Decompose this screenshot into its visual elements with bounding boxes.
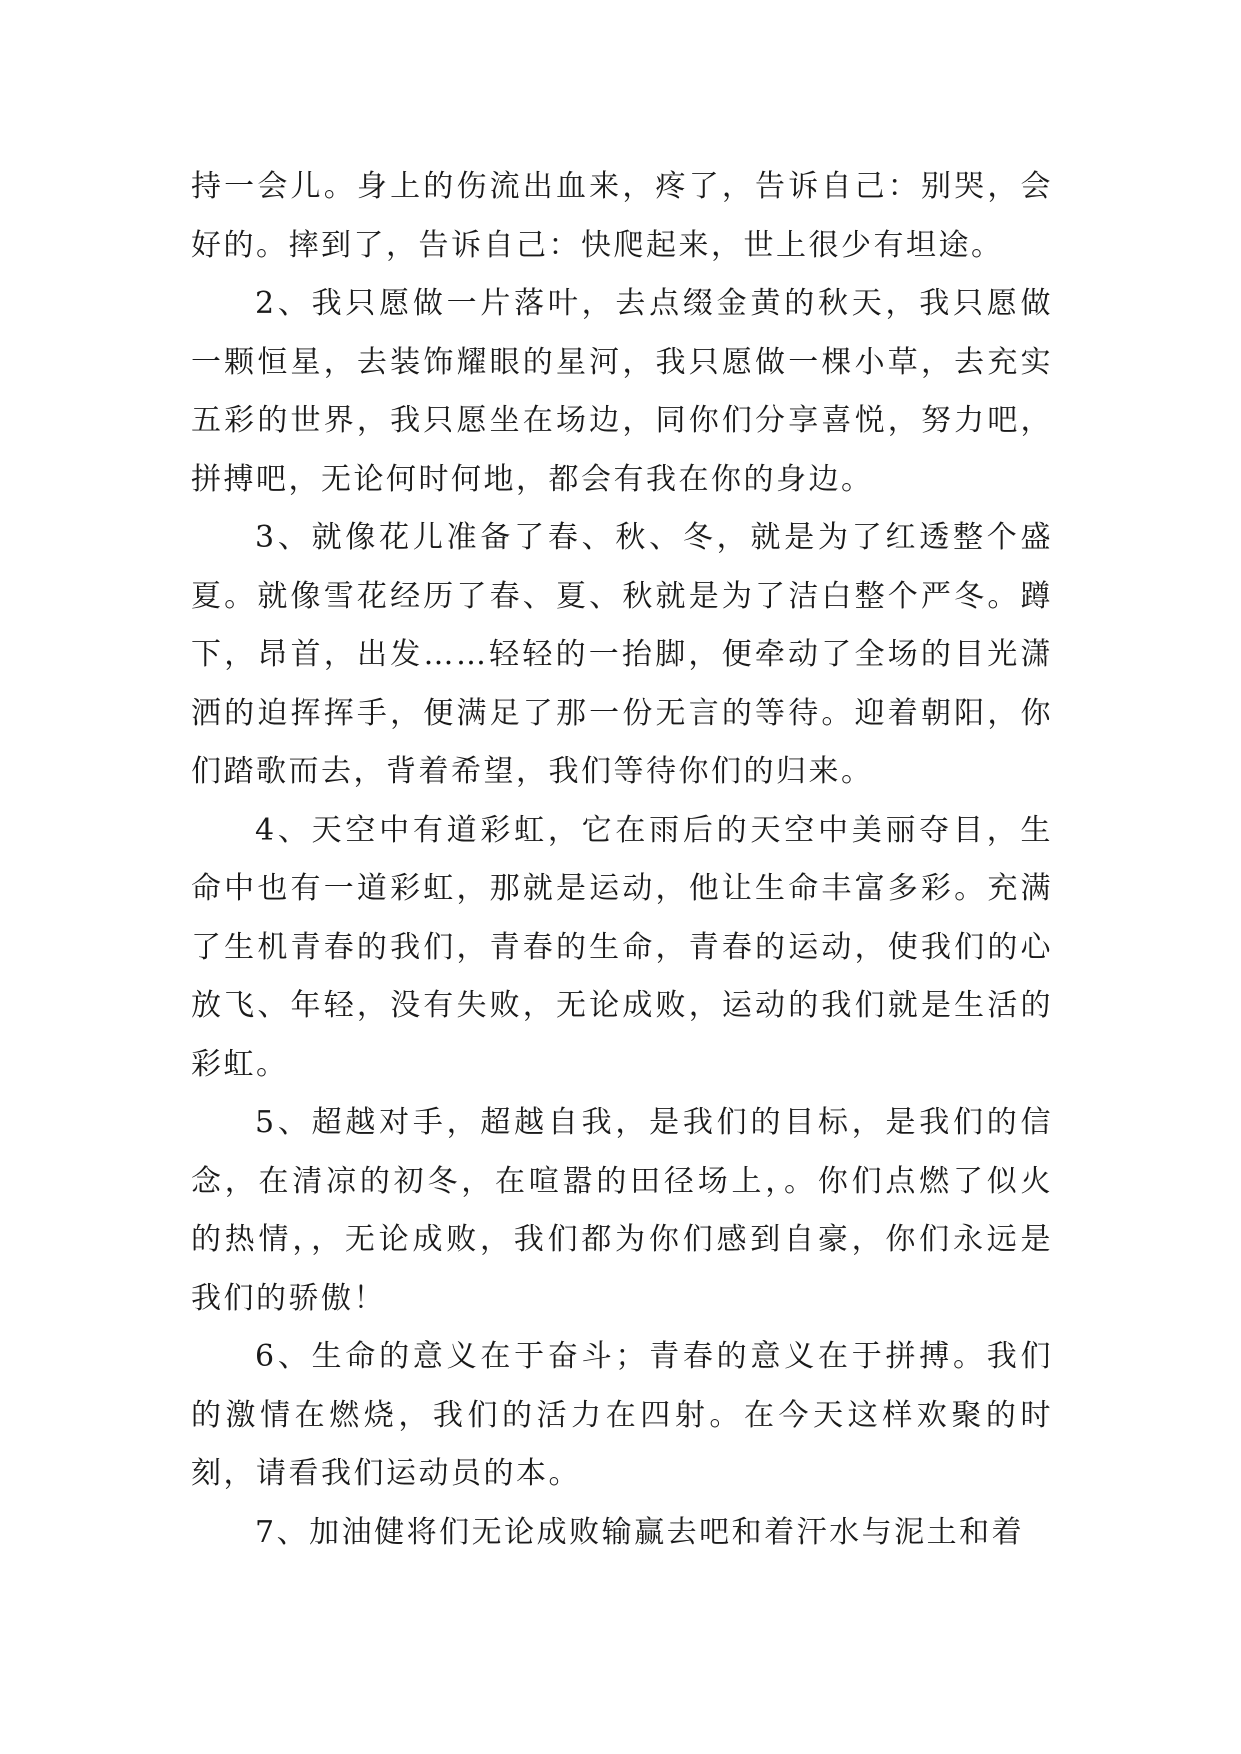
- paragraph-3: 3、就像花儿准备了春、秋、冬，就是为了红透整个盛夏。就像雪花经历了春、夏、秋就是为了洁白整个严冬。蹲下，昂首，出发……轻轻的一抬脚，便牵动了全场的目光潇洒的迫挥挥手，便满足了那一份无言的等待。迎着朝阳，你们踏歌而去，背着希望，我们等待你们的归来。: [191, 520, 1053, 789]
- document-body: [191, 158, 1053, 1562]
- paragraph-5: 5、超越对手，超越自我，是我们的目标，是我们的信念，在清凉的初冬，在喧嚣的田径场上，。你们点燃了似火的热情，，无论成败，我们都为你们感到自豪，你们永远是我们的骄傲！: [191, 1105, 1053, 1316]
- paragraph-continuation: 持一会儿。身上的伤流出血来，疼了，告诉自己：别哭，会好的。摔到了，告诉自己：快爬起来，世上很少有坦途。: [191, 169, 1053, 263]
- paragraph-6: 6、生命的意义在于奋斗；青春的意义在于拼搏。我们的激情在燃烧，我们的活力在四射。在今天这样欢聚的时刻，请看我们运动员的本。: [191, 1339, 1053, 1491]
- paragraph-4: 4、天空中有道彩虹，它在雨后的天空中美丽夺目，生命中也有一道彩虹，那就是运动，他让生命丰富多彩。充满了生机青春的我们，青春的生命，青春的运动，使我们的心放飞、年轻，没有失败，无论成败，运动的我们就是生活的彩虹。: [191, 812, 1053, 1082]
- paragraph-7: 7、加油健将们无论成败输赢去吧和着汗水与泥土和着: [255, 1514, 1025, 1550]
- paragraph-2: 2、我只愿做一片落叶，去点缀金黄的秋天，我只愿做一颗恒星，去装饰耀眼的星河，我只愿做一棵小草，去充实五彩的世界，我只愿坐在场边，同你们分享喜悦，努力吧，拼搏吧，无论何时何地，都会有我在你的身边。: [191, 286, 1053, 497]
